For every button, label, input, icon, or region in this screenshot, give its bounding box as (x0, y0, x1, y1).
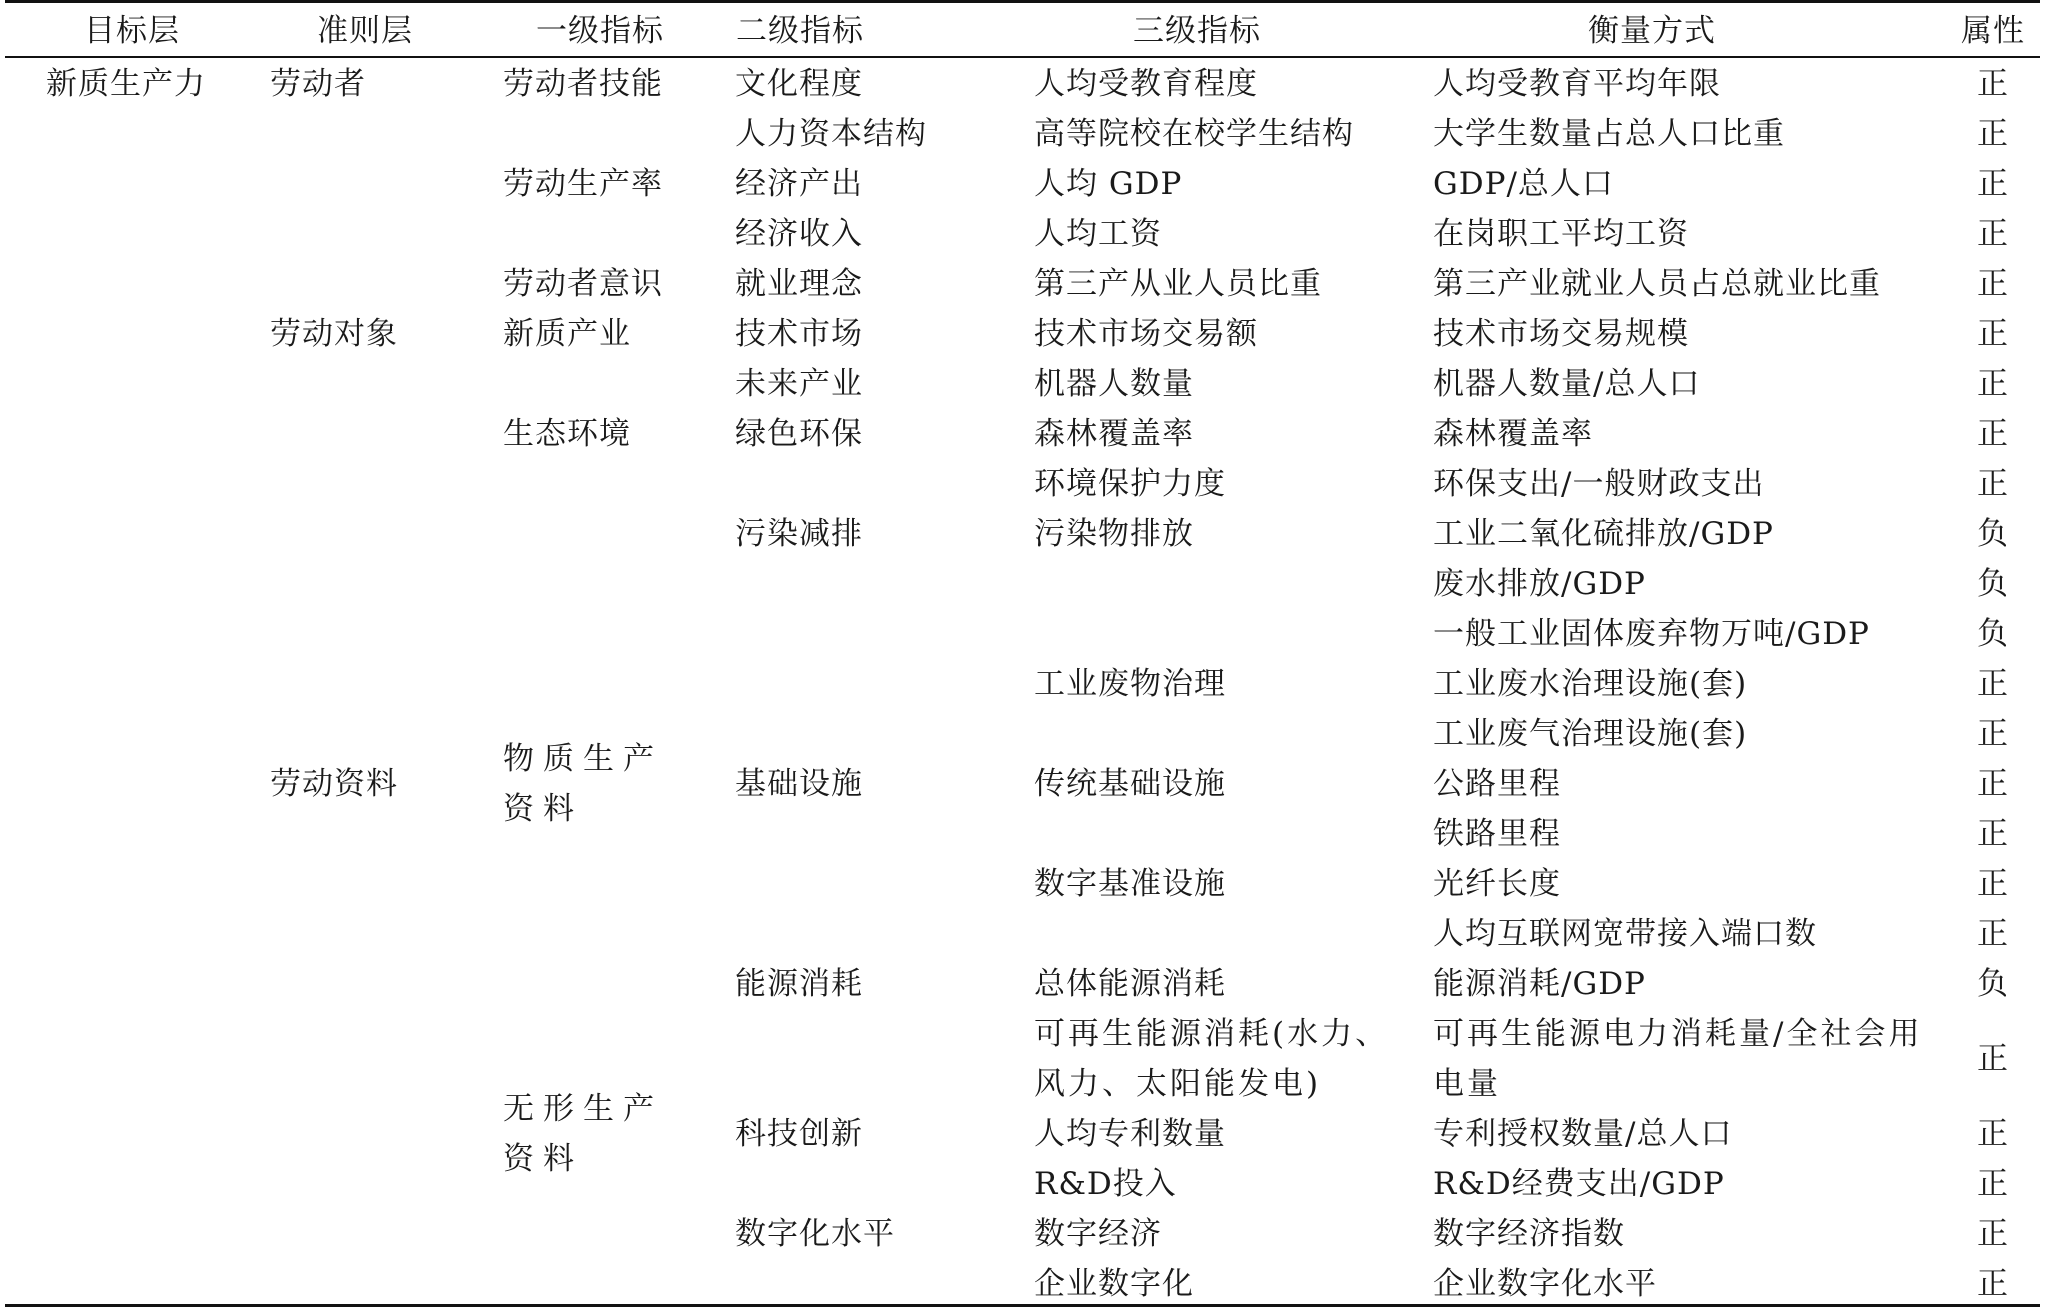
level2-cell: 经济收入 (735, 216, 863, 252)
measure-cell: 废水排放/GDP (1433, 566, 1646, 602)
attribute-cell: 正 (1977, 116, 2009, 152)
attribute-cell: 正 (1977, 166, 2009, 202)
level3-cell: 企业数字化 (1034, 1266, 1194, 1302)
criteria-cell: 劳动者 (270, 66, 366, 102)
measure-cell: 企业数字化水平 (1433, 1266, 1657, 1302)
measure-cell: 人均互联网宽带接入端口数 (1433, 916, 1817, 952)
level1-cell: 生态环境 (503, 416, 631, 452)
level2-cell: 能源消耗 (735, 966, 863, 1002)
level3-cell: 森林覆盖率 (1034, 416, 1194, 452)
measure-cell: 森林覆盖率 (1433, 416, 1593, 452)
attribute-cell: 正 (1977, 666, 2009, 702)
attribute-cell: 正 (1977, 266, 2009, 302)
level2-cell: 未来产业 (735, 366, 863, 402)
attribute-cell: 正 (1977, 866, 2009, 902)
measure-cell: 机器人数量/总人口 (1433, 366, 1701, 402)
measure-cell: 专利授权数量/总人口 (1433, 1116, 1733, 1152)
level2-cell: 就业理念 (735, 266, 863, 302)
measure-cell: 环保支出/一般财政支出 (1433, 466, 1765, 502)
level3-cell: 工业废物治理 (1034, 666, 1226, 702)
level2-cell: 绿色环保 (735, 416, 863, 452)
attribute-cell: 正 (1977, 1216, 2009, 1252)
measure-cell: 第三产业就业人员占总就业比重 (1433, 266, 1881, 302)
attribute-cell: 正 (1977, 66, 2009, 102)
header-attribute: 属性 (1961, 13, 2025, 49)
level3-cell: 环境保护力度 (1034, 466, 1226, 502)
attribute-cell: 负 (1977, 516, 2009, 552)
level1-cell: 新质产业 (503, 316, 631, 352)
level2-cell: 基础设施 (735, 766, 863, 802)
level3-cell: 人均 GDP (1034, 166, 1183, 202)
measure-cell: GDP/总人口 (1433, 166, 1614, 202)
measure-cell: 技术市场交易规模 (1433, 316, 1689, 352)
attribute-cell: 正 (1977, 1041, 2009, 1077)
measure-cell: 数字经济指数 (1433, 1216, 1625, 1252)
attribute-cell: 正 (1977, 1116, 2009, 1152)
level3-cell: 人均专利数量 (1034, 1116, 1226, 1152)
measure-cell: 大学生数量占总人口比重 (1433, 116, 1785, 152)
level1-cell: 无形生产资料 (503, 1091, 663, 1177)
header-level1: 一级指标 (536, 13, 664, 49)
header-rule (5, 56, 2040, 58)
target-cell: 新质生产力 (46, 66, 206, 102)
attribute-cell: 正 (1977, 916, 2009, 952)
level3-cell: 高等院校在校学生结构 (1034, 116, 1354, 152)
measure-cell: 公路里程 (1433, 766, 1561, 802)
attribute-cell: 正 (1977, 1166, 2009, 1202)
level2-cell: 经济产出 (735, 166, 863, 202)
level3-cell: R&D投入 (1034, 1166, 1177, 1202)
measure-cell: 人均受教育平均年限 (1433, 66, 1721, 102)
level3-cell: 人均受教育程度 (1034, 66, 1258, 102)
attribute-cell: 正 (1977, 466, 2009, 502)
level3-cell: 数字经济 (1034, 1216, 1162, 1252)
attribute-cell: 正 (1977, 316, 2009, 352)
header-criteria-layer: 准则层 (317, 13, 413, 49)
level2-cell: 技术市场 (735, 316, 863, 352)
criteria-cell: 劳动资料 (270, 766, 398, 802)
level1-cell: 劳动者意识 (503, 266, 663, 302)
attribute-cell: 负 (1977, 616, 2009, 652)
level3-cell: 污染物排放 (1034, 516, 1194, 552)
header-level2: 二级指标 (736, 13, 864, 49)
top-rule (5, 0, 2040, 3)
attribute-cell: 正 (1977, 366, 2009, 402)
measure-cell: 一般工业固体废弃物万吨/GDP (1433, 616, 1870, 652)
measure-cell: 在岗职工平均工资 (1433, 216, 1689, 252)
header-measure: 衡量方式 (1588, 13, 1716, 49)
level2-cell: 人力资本结构 (735, 116, 927, 152)
level1-cell: 劳动生产率 (503, 166, 663, 202)
level3-cell: 总体能源消耗 (1034, 966, 1226, 1002)
level3-cell: 机器人数量 (1034, 366, 1194, 402)
measure-cell: 铁路里程 (1433, 816, 1561, 852)
attribute-cell: 正 (1977, 1266, 2009, 1302)
attribute-cell: 正 (1977, 416, 2009, 452)
measure-cell: R&D经费支出/GDP (1433, 1166, 1725, 1202)
attribute-cell: 正 (1977, 216, 2009, 252)
level2-cell: 科技创新 (735, 1116, 863, 1152)
level3-cell: 数字基准设施 (1034, 866, 1226, 902)
level1-cell: 劳动者技能 (503, 66, 663, 102)
measure-cell: 能源消耗/GDP (1433, 966, 1646, 1002)
measure-cell: 工业二氧化硫排放/GDP (1433, 516, 1774, 552)
measure-cell: 光纤长度 (1433, 866, 1561, 902)
bottom-rule (5, 1304, 2040, 1307)
level2-cell: 污染减排 (735, 516, 863, 552)
level3-cell: 人均工资 (1034, 216, 1162, 252)
level1-cell: 物质生产资料 (503, 741, 663, 827)
measure-cell: 工业废气治理设施(套) (1433, 716, 1748, 752)
level2-cell: 数字化水平 (735, 1216, 895, 1252)
attribute-cell: 负 (1977, 566, 2009, 602)
measure-cell: 可再生能源电力消耗量/全社会用电量 (1433, 1016, 1923, 1102)
measure-cell: 工业废水治理设施(套) (1433, 666, 1748, 702)
level2-cell: 文化程度 (735, 66, 863, 102)
level3-cell: 可再生能源消耗(水力、风力、太阳能发电) (1034, 1016, 1390, 1102)
attribute-cell: 正 (1977, 716, 2009, 752)
level3-cell: 第三产从业人员比重 (1034, 266, 1322, 302)
attribute-cell: 正 (1977, 766, 2009, 802)
header-target-layer: 目标层 (84, 13, 180, 49)
level3-cell: 传统基础设施 (1034, 766, 1226, 802)
criteria-cell: 劳动对象 (270, 316, 398, 352)
attribute-cell: 正 (1977, 816, 2009, 852)
attribute-cell: 负 (1977, 966, 2009, 1002)
header-level3: 三级指标 (1133, 13, 1261, 49)
level3-cell: 技术市场交易额 (1034, 316, 1258, 352)
